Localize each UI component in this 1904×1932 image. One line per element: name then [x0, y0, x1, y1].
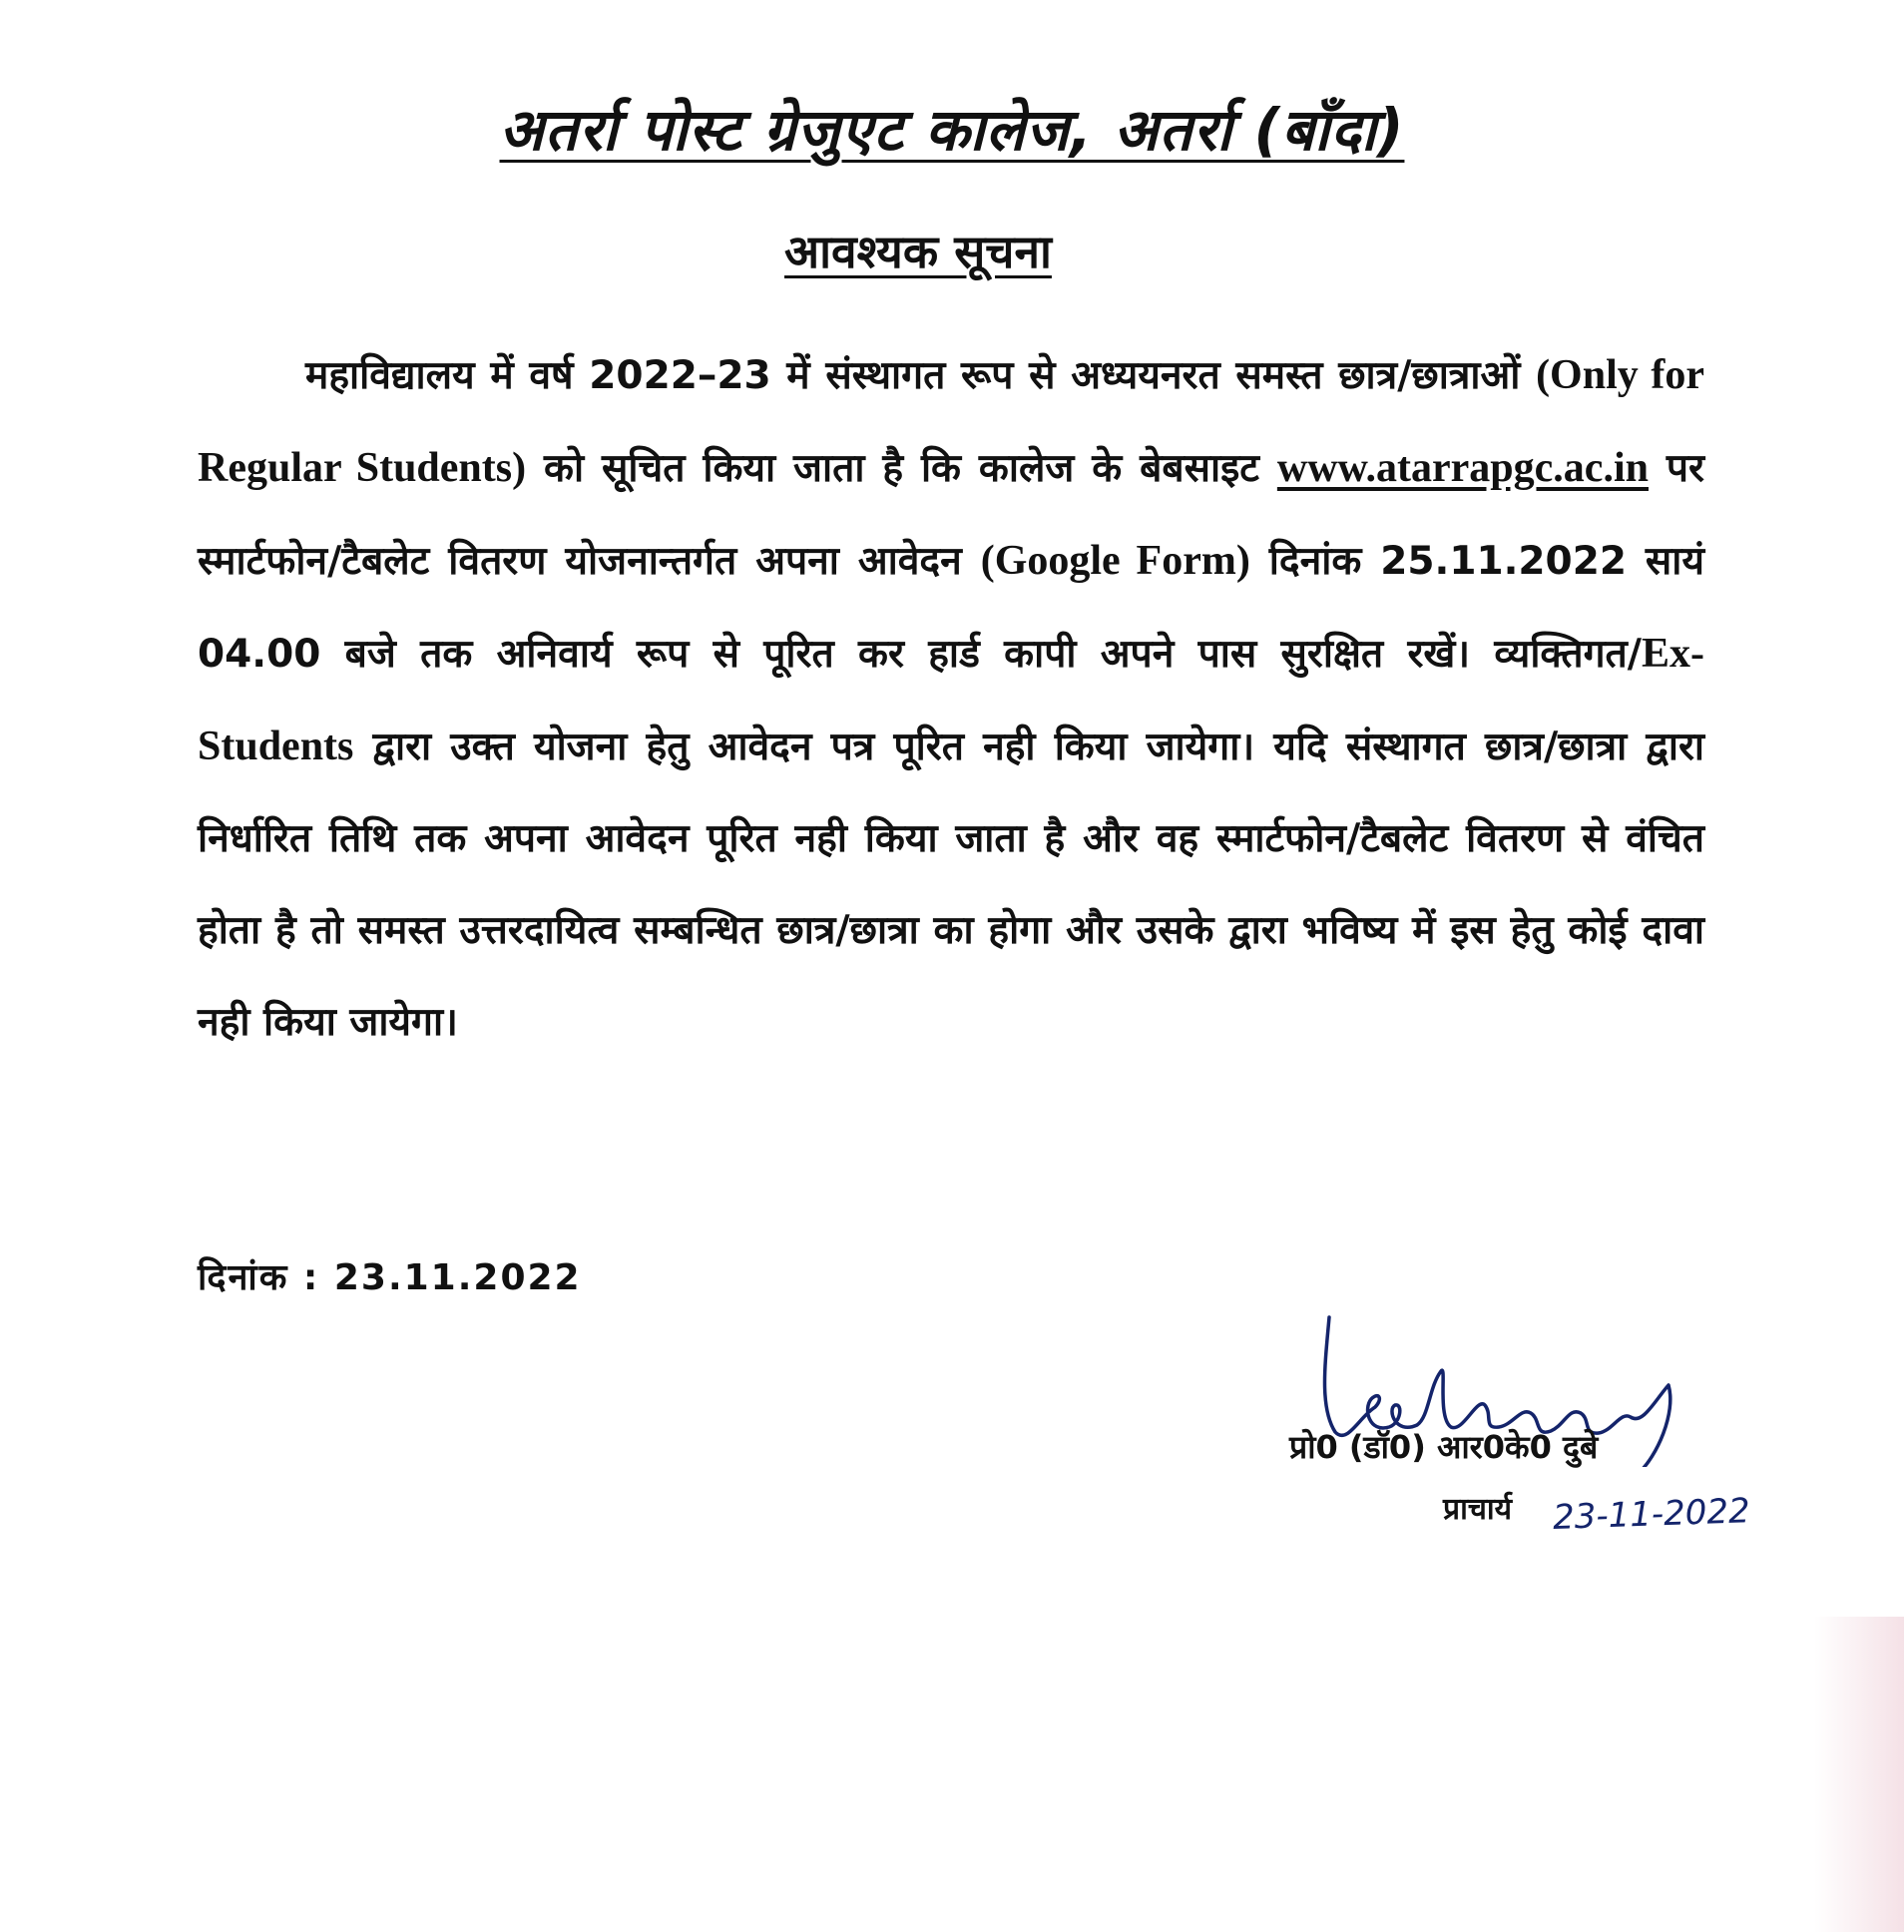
ex-students-note: Ex-Students — [198, 631, 1704, 769]
college-title: अतर्रा पोस्ट ग्रेजुएट कालेज, अतर्रा (बाँदा) — [499, 96, 1405, 164]
notice-body — [198, 329, 1704, 1069]
body-text-part-3: पर स्मार्टफोन/टैबलेट वितरण योजनान्तर्गत अपना आवेदन — [198, 446, 1705, 584]
body-text-part-5: द्वारा उक्त योजना हेतु आवेदन पत्र पूरित नही किया जायेगा। यदि संस्थागत छात्र/छात्रा द्वारा निर्धारित तिथि तक अपना आवेदन पूरित नही किया जाता है और वह स्मार्टफोन/टैबलेट वितरण से वंचित होता है तो समस्त उत्तरदायित्व सम्बन्धित छात्र/छात्रा का होगा और उसके द्वारा भविष्य में इस हेतु कोई दावा नही किया जायेगा। — [198, 724, 1704, 1045]
principal-name: प्रो0 (डॉ0) आर0के0 दुबे — [1289, 1428, 1599, 1466]
body-text-part-1: महाविद्यालय में वर्ष 2022–23 में संस्थागत रूप से अध्ययनरत समस्त छात्र/छात्राओं — [305, 353, 1537, 398]
body-text-part-2: को सूचित किया जाता है कि कालेज के बेबसाइट — [526, 446, 1277, 491]
handwritten-date-text: 23-11-2022 — [1552, 1491, 1751, 1538]
notice-heading: आवश्यक सूचना — [784, 225, 1052, 278]
body-text-part-4: दिनांक 25.11.2022 सायं 04.00 बजे तक अनिवार्य रूप से पूरित कर हार्ड कापी अपने पास सुरक्षित रखें। व्यक्तिगत/ — [198, 539, 1705, 677]
google-form-note: (Google Form) — [980, 538, 1250, 584]
paper-edge-tint — [1814, 1617, 1904, 1932]
regular-students-note: (Only for Regular Students) — [198, 352, 1704, 491]
notice-date: दिनांक : 23.11.2022 — [198, 1257, 582, 1298]
principal-title: प्राचार्य — [1443, 1492, 1513, 1527]
handwritten-date — [1547, 1481, 1796, 1541]
college-website-link[interactable]: www.atarrapgc.ac.in — [1276, 445, 1649, 491]
